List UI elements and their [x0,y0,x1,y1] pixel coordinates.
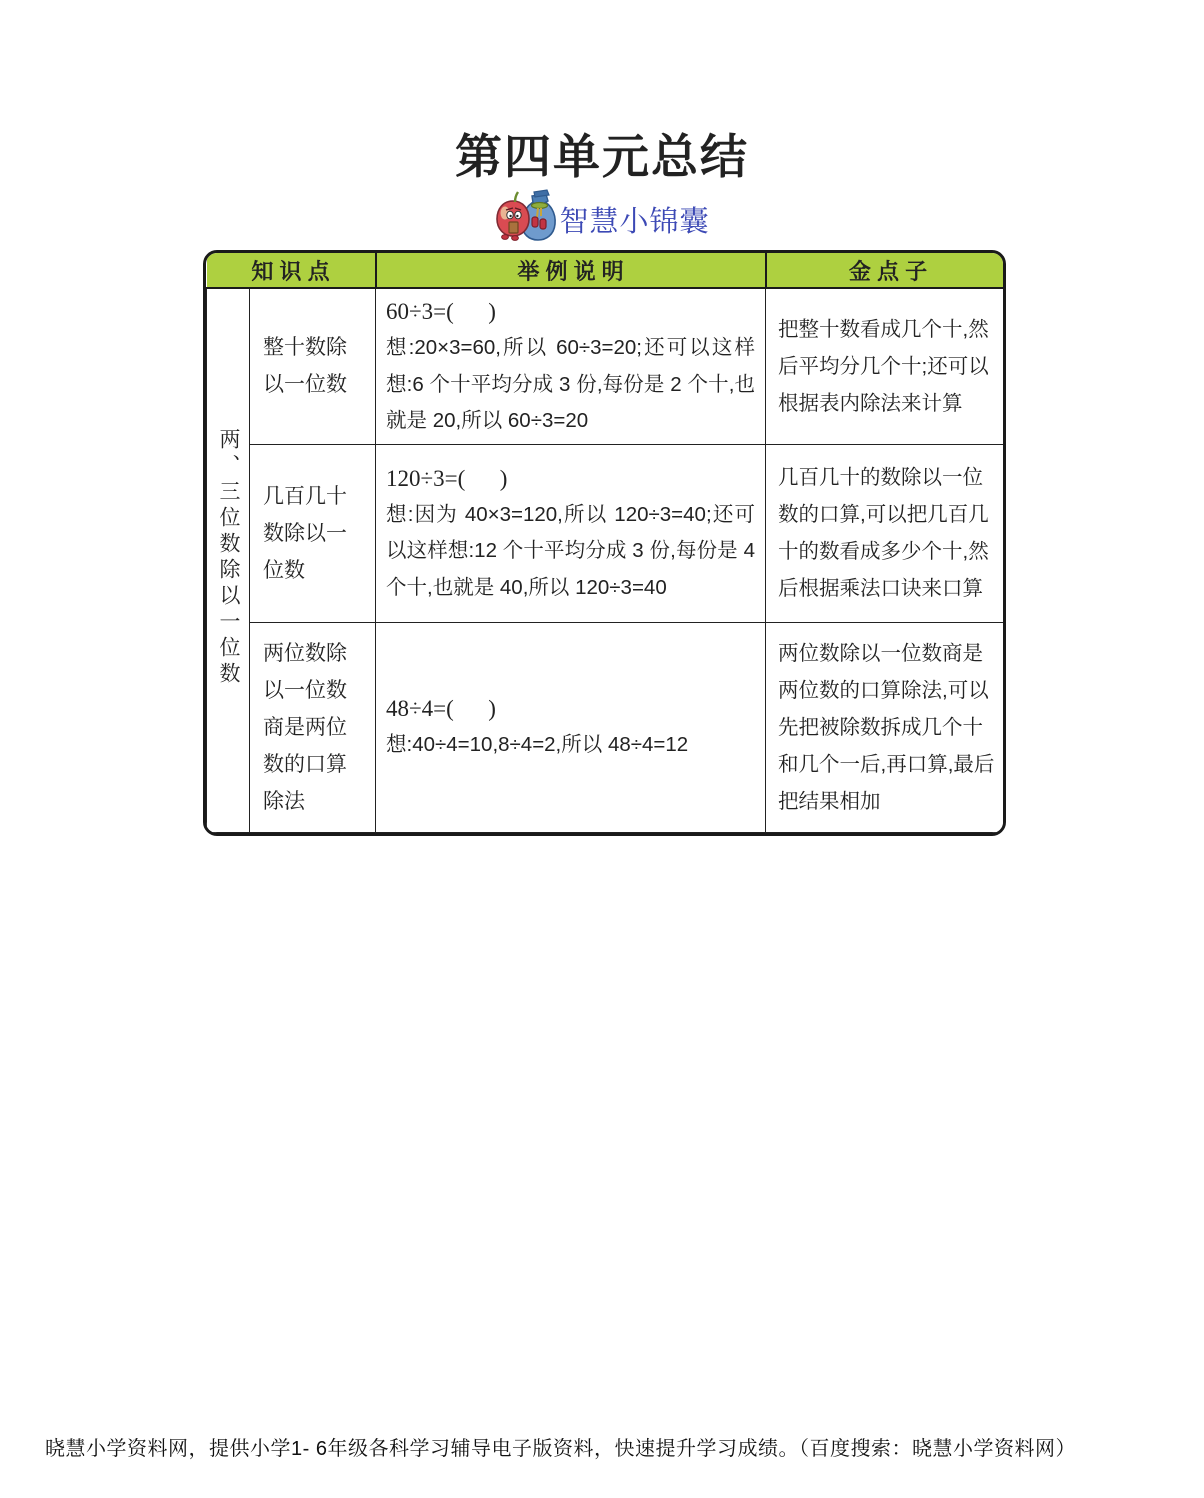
example-equation: 60÷3=( ) [386,299,496,324]
knowledge-point-cell: 整十数除以一位数 [250,288,376,444]
tip-cell: 把整十数看成几个十,然后平均分几个十;还可以根据表内除法来计算 [766,288,1006,444]
example-explanation: 想:因为 40×3=120,所以 120÷3=40;还可以这样想:12 个十平均分成 3 份,每份是 4 个十,也就是 40,所以 120÷3=40 [386,502,756,599]
table-row [207,622,1007,832]
example-equation: 120÷3=( ) [386,465,508,491]
knowledge-point-cell: 两位数除以一位数商是两位数的口算除法 [250,622,376,832]
example-equation: 48÷4=( ) [386,696,496,722]
header-knowledge-point: 知 识 点 [207,253,376,288]
subtitle-row [0,182,1204,242]
header-example: 举 例 说 明 [376,253,766,288]
example-cell [376,288,766,444]
table-row [207,288,1007,444]
row-group-label-cell [207,288,250,832]
table-header-row [207,253,1007,288]
example-explanation: 想:40÷4=10,8÷4=2,所以 48÷4=12 [386,733,689,757]
summary-table [203,250,1006,836]
apple-and-money-bag-mascot-icon [494,182,558,242]
page-title: 第四单元总结 [455,130,749,183]
example-explanation: 想:20×3=60,所以 60÷3=20;还可以这样想:6 个十平均分成 3 份,每份是 2 个十,也就是 20,所以 60÷3=20 [386,336,756,432]
example-cell [376,622,766,832]
header-tip: 金 点 子 [766,253,1006,288]
example-cell [376,444,766,622]
subtitle: 智慧小锦囊 [559,205,710,238]
knowledge-point-cell: 几百几十数除以一位数 [250,444,376,622]
row-group-label: 两、三位数除以一位数 [217,427,240,688]
footer-text: 晓慧小学资料网，提供小学1- 6年级各科学习辅导电子版资料，快速提升学习成绩。（百度搜索：晓慧小学资料网） [45,1438,1076,1460]
tip-cell: 几百几十的数除以一位数的口算,可以把几百几十的数看成多少个十,然后根据乘法口诀来口算 [766,444,1006,622]
tip-cell: 两位数除以一位数商是两位数的口算除法,可以先把被除数拆成几个十和几个一后,再口算,最后把结果相加 [766,622,1006,832]
table-row [207,444,1007,622]
